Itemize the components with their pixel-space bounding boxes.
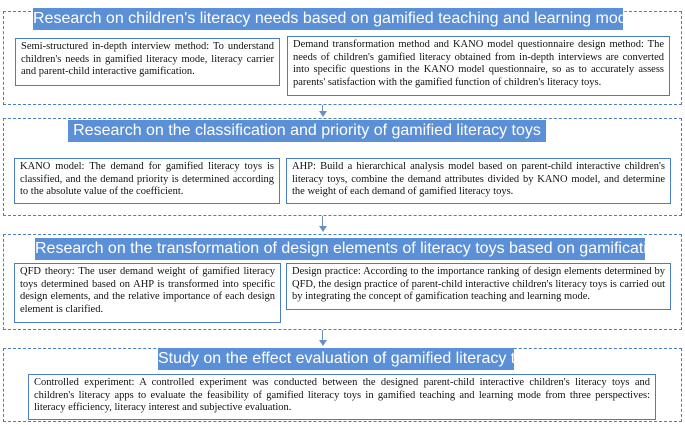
section-3-box-qfd-theory: QFD theory: The user demand weight of gamified literacy toys determined based on AHP is transformed into specific design elements, and the relative importance of each design element is clarified.: [14, 263, 281, 323]
section-1-box-interview: Semi-structured in-depth interview method: To understand children's needs in gamified literacy mode, literacy carrier and parent-child interactive gamification.: [15, 38, 280, 86]
arrow-1-to-2: [319, 105, 327, 117]
section-1-title: Research on children's literacy needs based on gamified teaching and learning models: [33, 8, 623, 30]
section-2-box-ahp: AHP: Build a hierarchical analysis model based on parent-child interactive children's literacy toys, combine the demand attributes divided by KANO model, and determine the weight of each demand of gamified literacy toys.: [286, 158, 671, 204]
section-4-title: Study on the effect evaluation of gamified literacy toys: [158, 348, 514, 370]
section-3-box-design-practice: Design practice: According to the importance ranking of design elements determined by QFD, the design practice of parent-child interactive children's literacy toys is carried out by integrating the concept of gamification teaching and learning mode.: [286, 263, 671, 310]
section-2-title: Research on the classification and priority of gamified literacy toys: [68, 120, 546, 142]
section-3-title: Research on the transformation of design elements of literacy toys based on gamification: [35, 238, 645, 260]
section-2-box-kano-model: KANO model: The demand for gamified literacy toys is classified, and the demand priority is determined according to the absolute value of the coefficient.: [14, 158, 280, 204]
arrow-3-to-4: [319, 330, 327, 347]
arrow-2-to-3: [319, 216, 327, 233]
section-4-box-controlled-experiment: Controlled experiment: A controlled experiment was conducted between the designed parent-child interactive children's literacy toys and children's literacy apps to evaluate the feasibility of gamified literacy toys in gamified teaching and learning mode from three perspectives: literacy efficiency, literacy interest and subjective evaluation.: [28, 374, 656, 420]
section-1-box-kano-questionnaire: Demand transformation method and KANO model questionnaire design method: The needs of children's gamified literacy obtained from in-depth interviews are converted into specific questions in the KANO model questionnaire, so as to accurately assess parents' satisfaction with the gamified function of children's literacy toys.: [287, 36, 670, 96]
